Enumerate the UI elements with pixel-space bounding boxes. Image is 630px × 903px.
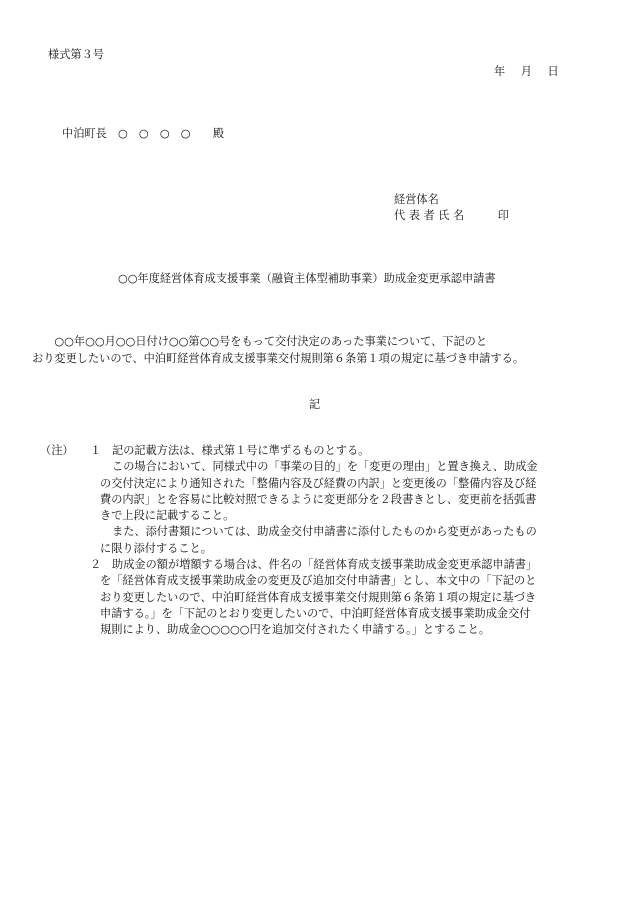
document-title: ○○年度経営体育成支援事業（融資主体型補助事業）助成金変更承認申請書	[118, 272, 496, 285]
note-line: おり変更したいので、中泊町経営体育成支援事業交付規則第６条第１項の規定に基づき	[100, 590, 537, 604]
date-day: 日	[547, 65, 559, 78]
body-line: おり変更したいので、中泊町経営体育成支援事業交付規則第６条第１項の規定に基づき申請する。	[32, 352, 525, 365]
body-line: ○○年○○月○○日付け○○第○○号をもって交付決定のあった事業について、下記のと	[32, 335, 488, 348]
notes-section	[40, 443, 600, 639]
note-line: また、添付書類については、助成金交付申請書に添付したものから変更があったもの	[112, 525, 537, 539]
notes-label: （注）	[40, 444, 74, 457]
note-number: ２	[90, 558, 102, 572]
addressee: 中泊町長 ○ ○ ○ ○ 殿	[62, 127, 225, 140]
note-line: きで上段に記載すること。	[100, 509, 235, 523]
note-line: 規則により、助成金○○○○○円を追加交付されたく申請する。」とすること。	[100, 623, 491, 637]
ki-heading: 記	[309, 398, 321, 411]
note-line: に限り添付すること。	[100, 541, 212, 555]
note-number: １	[90, 444, 102, 457]
form-number: 様式第３号	[48, 48, 104, 61]
body-paragraph	[32, 333, 592, 367]
representative-label: 代 表 者 氏 名 印	[394, 209, 509, 222]
note-line: この場合において、同様式中の「事業の目的」を「変更の理由」と置き換え、助成金	[112, 460, 538, 474]
note-line: の交付決定により通知された「整備内容及び経費の内訳」と変更後の「整備内容及び経	[100, 476, 537, 490]
note-line: 助成金の額が増額する場合は、件名の「経営体育成支援事業助成金変更承認申請書」	[112, 558, 538, 572]
note-line: 記の記載方法は、様式第１号に準ずるものとする。	[112, 444, 370, 457]
entity-name-label: 経営体名	[394, 193, 439, 206]
note-line: を「経営体育成支援事業助成金の変更及び追加交付申請書」とし、本文中の「下記のと	[100, 574, 537, 588]
note-line: 申請する。」を「下記のとおり変更したいので、中泊町経営体育成支援事業助成金交付	[100, 606, 531, 620]
date-month: 月	[520, 65, 532, 78]
note-line: 費の内訳」とを容易に比較対照できるように変更部分を２段書きとし、変更前を括弧書	[100, 492, 537, 506]
date-line	[494, 64, 559, 80]
applicant-block	[394, 192, 509, 224]
date-year: 年	[494, 65, 506, 78]
